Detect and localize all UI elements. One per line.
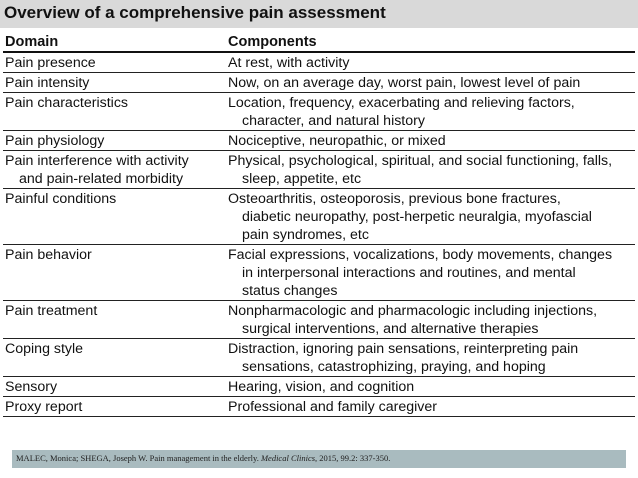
domain-cell (3, 73, 228, 92)
domain-cell (3, 151, 228, 188)
assessment-table (3, 30, 635, 417)
table-row (3, 245, 635, 301)
domain-text: Pain behavior (5, 247, 92, 263)
components-cell (228, 131, 635, 150)
citation-details: , 2015, 99.2: 337-350. (315, 453, 391, 463)
components-text: diabetic neuropathy, post-herpetic neuralgia, myofascial (242, 209, 592, 225)
domain-cell (3, 245, 228, 300)
components-cell (228, 397, 635, 416)
citation-bar (12, 450, 626, 468)
table-row (3, 131, 635, 151)
components-text: sleep, appetite, etc (242, 171, 362, 187)
domain-cell (3, 397, 228, 416)
domain-cell (3, 53, 228, 72)
components-text: Nociceptive, neuropathic, or mixed (228, 133, 446, 149)
components-text: Hearing, vision, and cognition (228, 379, 415, 395)
domain-cell (3, 301, 228, 338)
domain-cell (3, 377, 228, 396)
domain-text: Coping style (5, 341, 84, 357)
header-components: Components (228, 34, 317, 50)
citation-text (16, 453, 390, 463)
domain-text: Proxy report (5, 399, 83, 415)
components-text: Professional and family caregiver (228, 399, 437, 415)
components-text: pain syndromes, etc (242, 227, 369, 243)
components-cell (228, 73, 635, 92)
table-row (3, 93, 635, 131)
domain-cell (3, 189, 228, 244)
header-domain: Domain (5, 34, 59, 50)
components-text: Osteoarthritis, osteoporosis, previous bone fractures, (228, 191, 561, 207)
components-text: Distraction, ignoring pain sensations, reinterpreting pain (228, 341, 579, 357)
table-row (3, 151, 635, 189)
domain-text: and pain-related morbidity (19, 171, 184, 187)
components-cell (228, 189, 635, 244)
components-text: Physical, psychological, spiritual, and social functioning, falls, (228, 153, 613, 169)
domain-cell (3, 339, 228, 376)
components-cell (228, 151, 635, 188)
domain-cell (3, 131, 228, 150)
components-cell (228, 377, 635, 396)
components-text: in interpersonal interactions and routines, and mental (242, 265, 576, 281)
components-cell (228, 53, 635, 72)
components-text: Location, frequency, exacerbating and relieving factors, (228, 95, 575, 111)
domain-text: Pain physiology (5, 133, 105, 149)
components-text: sensations, catastrophizing, praying, and hoping (242, 359, 546, 375)
components-cell (228, 301, 635, 338)
domain-text: Pain interference with activity (5, 153, 189, 169)
domain-text: Sensory (5, 379, 58, 395)
table-body (3, 53, 635, 417)
table-row (3, 53, 635, 73)
components-text: Nonpharmacologic and pharmacologic including injections, (228, 303, 598, 319)
table-row (3, 377, 635, 397)
components-cell (228, 93, 635, 130)
table-row (3, 73, 635, 93)
components-cell (228, 245, 635, 300)
domain-cell (3, 93, 228, 130)
domain-text: Pain intensity (5, 75, 90, 91)
table-header-row (3, 30, 635, 53)
components-text: At rest, with activity (228, 55, 350, 71)
components-text: character, and natural history (242, 113, 425, 129)
table-row (3, 397, 635, 417)
domain-text: Pain treatment (5, 303, 98, 319)
domain-text: Painful conditions (5, 191, 117, 207)
components-text: surgical interventions, and alternative therapies (242, 321, 539, 337)
domain-text: Pain characteristics (5, 95, 129, 111)
citation-authors: MALEC, Monica; SHEGA, Joseph W. Pain management in the elderly. (16, 453, 259, 463)
domain-text: Pain presence (5, 55, 96, 71)
citation-journal: Medical Clinics (260, 453, 316, 463)
page-title: Overview of a comprehensive pain assessment (4, 3, 386, 22)
table-row (3, 339, 635, 377)
components-cell (228, 339, 635, 376)
title-bar (0, 0, 638, 28)
table-row (3, 189, 635, 245)
components-text: status changes (242, 283, 338, 299)
components-text: Now, on an average day, worst pain, lowest level of pain (228, 75, 581, 91)
table-row (3, 301, 635, 339)
components-text: Facial expressions, vocalizations, body movements, changes (228, 247, 613, 263)
